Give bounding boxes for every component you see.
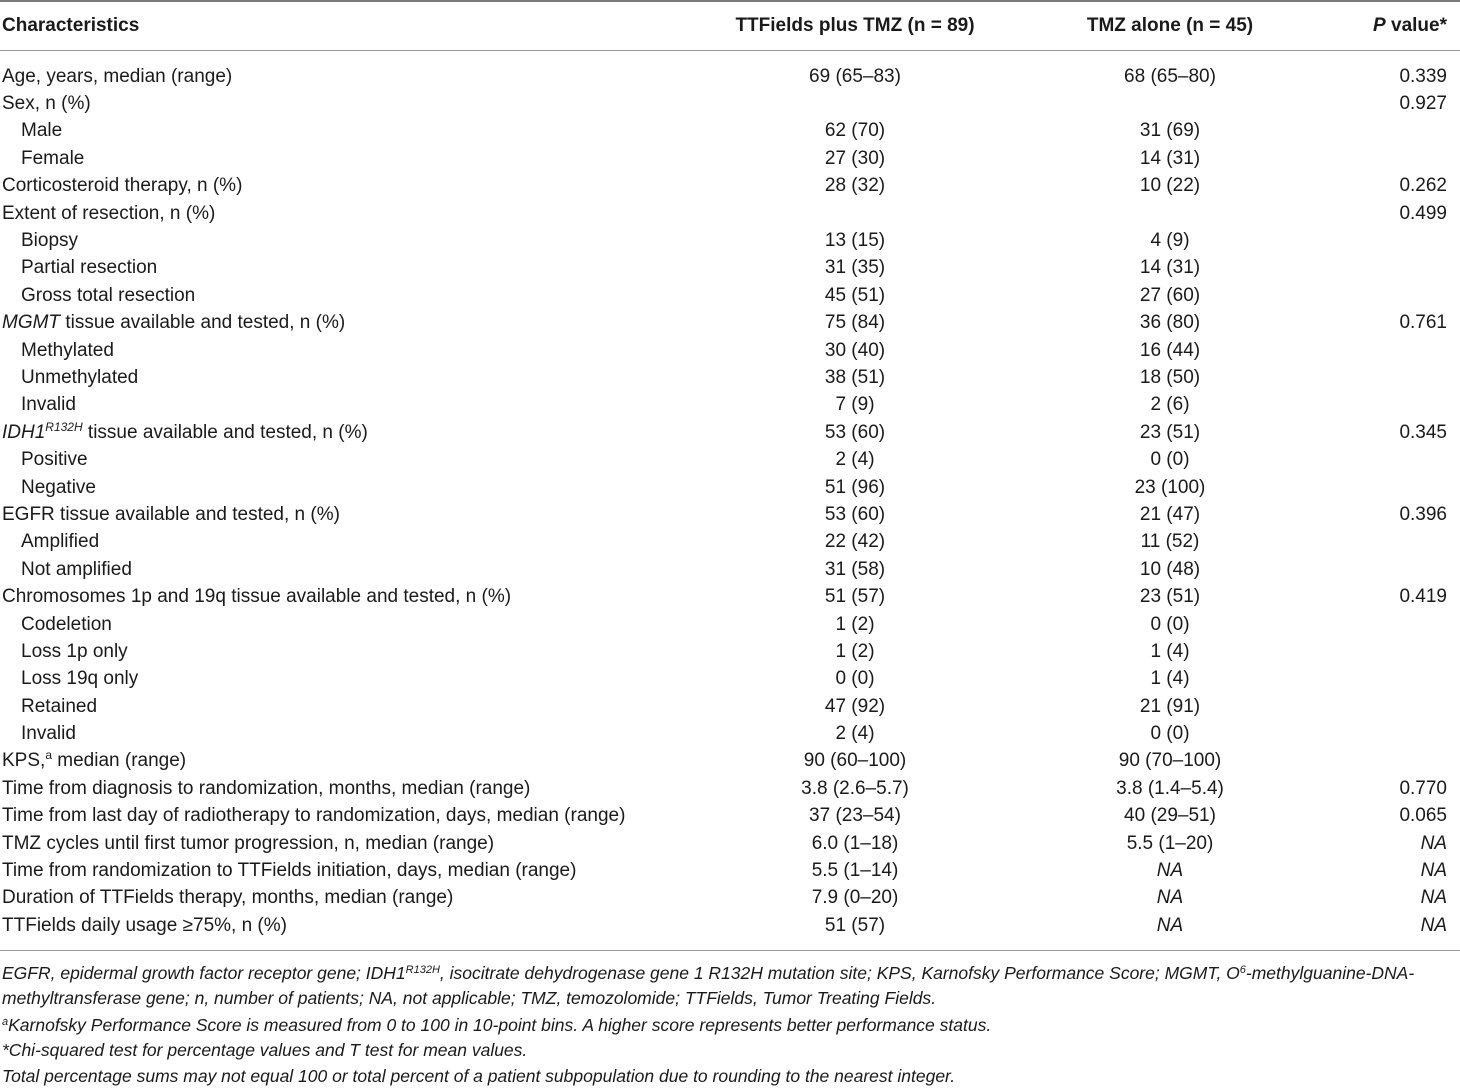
tmz-value: 36 (80) <box>1020 310 1320 337</box>
ttfields-value: 37 (23–54) <box>690 803 1020 830</box>
row-label <box>0 474 690 501</box>
row-label <box>0 392 690 419</box>
row-label <box>0 501 690 528</box>
row-label-text: TMZ cycles until first tumor progression, n, median (range) <box>2 833 494 854</box>
row-label <box>0 885 690 912</box>
table-row <box>0 748 1460 775</box>
tmz-value: 14 (31) <box>1020 255 1320 282</box>
row-label-text: Chromosomes 1p and 19q tissue available and tested, n (%) <box>2 586 511 607</box>
ttfields-value: 2 (4) <box>690 446 1020 473</box>
row-label <box>0 666 690 693</box>
table-row <box>0 501 1460 528</box>
abbrev-text-2: , isocitrate dehydrogenase gene 1 R132H mutation site; KPS, Karnofsky Performance Score; MGMT, O <box>440 963 1240 983</box>
row-label <box>0 364 690 391</box>
kps-note-text: Karnofsky Performance Score is measured from 0 to 100 in 10-point bins. A higher score represents better performance status. <box>8 1015 991 1035</box>
tmz-value: NA <box>1020 912 1320 939</box>
row-label <box>0 90 690 117</box>
tmz-value: 90 (70–100) <box>1020 748 1320 775</box>
row-label-text: Loss 1p only <box>21 641 128 662</box>
row-label-text: Amplified <box>21 531 99 552</box>
table-row <box>0 912 1460 939</box>
row-label-text: EGFR tissue available and tested, n (%) <box>2 504 340 525</box>
row-label <box>0 857 690 884</box>
row-label-text: tissue available and tested, n (%) <box>60 312 345 333</box>
p-value: 0.396 <box>1320 501 1460 528</box>
tmz-value: 18 (50) <box>1020 364 1320 391</box>
table-row <box>0 282 1460 309</box>
table-row <box>0 638 1460 665</box>
p-value: 0.345 <box>1320 419 1460 446</box>
table-row <box>0 583 1460 610</box>
row-label-text: Not amplified <box>21 559 132 580</box>
p-value <box>1320 227 1460 254</box>
ttfields-value: 0 (0) <box>690 666 1020 693</box>
abbrev-text-3: -methylguanine-DNA-methyltransferase gene; n, number of patients; NA, not applicable; TMZ, temozolomide; TTFields, Tumor Treating Fields. <box>2 963 1414 1009</box>
p-value <box>1320 364 1460 391</box>
table-row <box>0 337 1460 364</box>
ttfields-value: 62 (70) <box>690 118 1020 145</box>
table-row <box>0 419 1460 446</box>
row-label <box>0 419 690 446</box>
tmz-value: 23 (100) <box>1020 474 1320 501</box>
tmz-value: 5.5 (1–20) <box>1020 830 1320 857</box>
row-label-text: Female <box>21 148 84 169</box>
table-row <box>0 392 1460 419</box>
table-row <box>0 693 1460 720</box>
row-label-text: Invalid <box>21 723 76 744</box>
ttfields-value: 53 (60) <box>690 419 1020 446</box>
row-label <box>0 446 690 473</box>
ttfields-value: 53 (60) <box>690 501 1020 528</box>
ttfields-value: 31 (58) <box>690 556 1020 583</box>
row-label-text: Invalid <box>21 394 76 415</box>
header-ttfields: TTFields plus TMZ (n = 89) <box>690 2 1020 50</box>
row-label-text: Unmethylated <box>21 367 138 388</box>
ttfields-value: 31 (35) <box>690 255 1020 282</box>
table-row <box>0 145 1460 172</box>
row-label-text: Time from last day of radiotherapy to randomization, days, median (range) <box>2 805 625 826</box>
ttfields-value: 51 (57) <box>690 583 1020 610</box>
row-label <box>0 310 690 337</box>
tmz-value: 10 (22) <box>1020 173 1320 200</box>
tmz-value: 21 (47) <box>1020 501 1320 528</box>
ttfields-value: 75 (84) <box>690 310 1020 337</box>
p-value: 0.770 <box>1320 775 1460 802</box>
table-row <box>0 474 1460 501</box>
row-label <box>0 583 690 610</box>
row-label-text: tissue available and tested, n (%) <box>83 422 368 443</box>
characteristics-table <box>0 2 1460 50</box>
ttfields-value: 30 (40) <box>690 337 1020 364</box>
abbrev-text-1: EGFR, epidermal growth factor receptor gene; IDH1 <box>2 963 406 983</box>
ttfields-value <box>690 200 1020 227</box>
table-row <box>0 556 1460 583</box>
table-row <box>0 227 1460 254</box>
row-label-sup: a <box>45 748 52 762</box>
table-row <box>0 310 1460 337</box>
header-pvalue-p: P <box>1373 15 1386 36</box>
row-label-italic: IDH1 <box>2 422 45 443</box>
row-label-text: Corticosteroid therapy, n (%) <box>2 175 242 196</box>
p-value: 0.419 <box>1320 583 1460 610</box>
tmz-value: 27 (60) <box>1020 282 1320 309</box>
table-row <box>0 720 1460 747</box>
ttfields-value: 13 (15) <box>690 227 1020 254</box>
ttfields-value: 47 (92) <box>690 693 1020 720</box>
ttfields-value: 1 (2) <box>690 611 1020 638</box>
tmz-value: 23 (51) <box>1020 419 1320 446</box>
row-label <box>0 611 690 638</box>
table-row <box>0 803 1460 830</box>
ttfields-value: 90 (60–100) <box>690 748 1020 775</box>
p-value <box>1320 145 1460 172</box>
tmz-value: 68 (65–80) <box>1020 63 1320 90</box>
p-value: NA <box>1320 912 1460 939</box>
tmz-value <box>1020 200 1320 227</box>
table-row <box>0 611 1460 638</box>
table-row <box>0 200 1460 227</box>
ttfields-value <box>690 90 1020 117</box>
row-label-text: Gross total resection <box>21 285 195 306</box>
p-value <box>1320 720 1460 747</box>
tmz-value: 3.8 (1.4–5.4) <box>1020 775 1320 802</box>
tmz-value: 14 (31) <box>1020 145 1320 172</box>
p-value <box>1320 611 1460 638</box>
p-value: NA <box>1320 857 1460 884</box>
p-value: 0.499 <box>1320 200 1460 227</box>
row-label <box>0 912 690 939</box>
tmz-value: NA <box>1020 885 1320 912</box>
tmz-value: 4 (9) <box>1020 227 1320 254</box>
row-label-text: Age, years, median (range) <box>2 66 232 87</box>
header-characteristics: Characteristics <box>0 2 690 50</box>
row-label-text: Duration of TTFields therapy, months, median (range) <box>2 887 453 908</box>
row-label <box>0 255 690 282</box>
abbrev-sup-1: R132H <box>406 964 440 976</box>
header-tmz: TMZ alone (n = 45) <box>1020 2 1320 50</box>
row-label <box>0 118 690 145</box>
table-row <box>0 529 1460 556</box>
row-label-text: Male <box>21 120 62 141</box>
ttfields-value: 7 (9) <box>690 392 1020 419</box>
tmz-value: 1 (4) <box>1020 666 1320 693</box>
p-value: NA <box>1320 830 1460 857</box>
row-label <box>0 63 690 90</box>
p-value <box>1320 392 1460 419</box>
abbrev-sup-2: 6 <box>1240 964 1246 976</box>
row-label <box>0 830 690 857</box>
tmz-value <box>1020 90 1320 117</box>
row-label-text: Retained <box>21 696 97 717</box>
table-row <box>0 775 1460 802</box>
row-label <box>0 638 690 665</box>
table-row <box>0 666 1460 693</box>
kps-note-sup: a <box>2 1016 8 1028</box>
ttfields-value: 27 (30) <box>690 145 1020 172</box>
tmz-value: 11 (52) <box>1020 529 1320 556</box>
row-label <box>0 337 690 364</box>
row-label <box>0 803 690 830</box>
row-label <box>0 529 690 556</box>
table-row <box>0 446 1460 473</box>
row-label-after: median (range) <box>52 750 186 771</box>
p-value <box>1320 118 1460 145</box>
tmz-value: 1 (4) <box>1020 638 1320 665</box>
tmz-value: 0 (0) <box>1020 611 1320 638</box>
p-value: 0.761 <box>1320 310 1460 337</box>
row-label-italic: MGMT <box>2 312 60 333</box>
table-row <box>0 118 1460 145</box>
row-label-text: TTFields daily usage ≥75%, n (%) <box>2 915 287 936</box>
table-row <box>0 173 1460 200</box>
p-value <box>1320 693 1460 720</box>
tmz-value: 10 (48) <box>1020 556 1320 583</box>
p-value <box>1320 748 1460 775</box>
table-row <box>0 830 1460 857</box>
ttfields-value: 22 (42) <box>690 529 1020 556</box>
row-label-text: Time from randomization to TTFields initiation, days, median (range) <box>2 860 576 881</box>
row-label <box>0 693 690 720</box>
tmz-value: 16 (44) <box>1020 337 1320 364</box>
p-value: NA <box>1320 885 1460 912</box>
row-label-text: Sex, n (%) <box>2 93 91 114</box>
row-label-text: Positive <box>21 449 88 470</box>
row-label-text: Partial resection <box>21 257 157 278</box>
header-rule <box>0 50 1460 51</box>
tmz-value: 23 (51) <box>1020 583 1320 610</box>
characteristics-table-body <box>0 63 1460 940</box>
row-label-text: Biopsy <box>21 230 78 251</box>
p-value: 0.065 <box>1320 803 1460 830</box>
tmz-value: 0 (0) <box>1020 446 1320 473</box>
ttfields-value: 69 (65–83) <box>690 63 1020 90</box>
p-value <box>1320 337 1460 364</box>
row-label <box>0 200 690 227</box>
table-row <box>0 364 1460 391</box>
row-label <box>0 145 690 172</box>
p-value <box>1320 446 1460 473</box>
p-value: 0.262 <box>1320 173 1460 200</box>
header-pvalue-rest: value* <box>1386 15 1447 36</box>
row-label <box>0 775 690 802</box>
ttfields-value: 51 (96) <box>690 474 1020 501</box>
ttfields-value: 5.5 (1–14) <box>690 857 1020 884</box>
kps-note <box>2 1013 1458 1039</box>
row-label-text: Loss 19q only <box>21 668 138 689</box>
p-value <box>1320 638 1460 665</box>
p-value <box>1320 282 1460 309</box>
row-label-text: Extent of resection, n (%) <box>2 203 215 224</box>
table-row <box>0 255 1460 282</box>
row-label <box>0 173 690 200</box>
ttfields-value: 45 (51) <box>690 282 1020 309</box>
p-value: 0.927 <box>1320 90 1460 117</box>
row-label-text: Methylated <box>21 340 114 361</box>
rounding-note: Total percentage sums may not equal 100 or total percent of a patient subpopulation due to rounding to the nearest integer. <box>2 1064 1458 1089</box>
table-row <box>0 63 1460 90</box>
ttfields-value: 6.0 (1–18) <box>690 830 1020 857</box>
ttfields-value: 51 (57) <box>690 912 1020 939</box>
ttfields-value: 7.9 (0–20) <box>690 885 1020 912</box>
row-label <box>0 282 690 309</box>
header-pvalue <box>1320 2 1460 50</box>
p-value <box>1320 255 1460 282</box>
p-value <box>1320 666 1460 693</box>
p-value: 0.339 <box>1320 63 1460 90</box>
ttfields-value: 28 (32) <box>690 173 1020 200</box>
row-label <box>0 556 690 583</box>
abbreviations-note <box>2 961 1458 1012</box>
row-label <box>0 748 690 775</box>
row-label-text: Codeletion <box>21 614 112 635</box>
row-label-text: Time from diagnosis to randomization, months, median (range) <box>2 778 530 799</box>
tmz-value: 31 (69) <box>1020 118 1320 145</box>
ttfields-value: 38 (51) <box>690 364 1020 391</box>
ttfields-value: 2 (4) <box>690 720 1020 747</box>
tmz-value: NA <box>1020 857 1320 884</box>
table-row <box>0 90 1460 117</box>
ttfields-value: 1 (2) <box>690 638 1020 665</box>
row-label-sup: R132H <box>45 420 82 434</box>
table-footnotes <box>0 951 1460 1089</box>
tmz-value: 21 (91) <box>1020 693 1320 720</box>
p-value <box>1320 474 1460 501</box>
p-value <box>1320 529 1460 556</box>
table-row <box>0 885 1460 912</box>
header-row <box>0 2 1460 50</box>
chi-note: *Chi-squared test for percentage values and T test for mean values. <box>2 1038 1458 1064</box>
table-row <box>0 857 1460 884</box>
row-label-text: KPS, <box>2 750 45 771</box>
tmz-value: 2 (6) <box>1020 392 1320 419</box>
p-value <box>1320 556 1460 583</box>
ttfields-value: 3.8 (2.6–5.7) <box>690 775 1020 802</box>
row-label-text: Negative <box>21 477 96 498</box>
tmz-value: 0 (0) <box>1020 720 1320 747</box>
row-label <box>0 227 690 254</box>
row-label <box>0 720 690 747</box>
tmz-value: 40 (29–51) <box>1020 803 1320 830</box>
